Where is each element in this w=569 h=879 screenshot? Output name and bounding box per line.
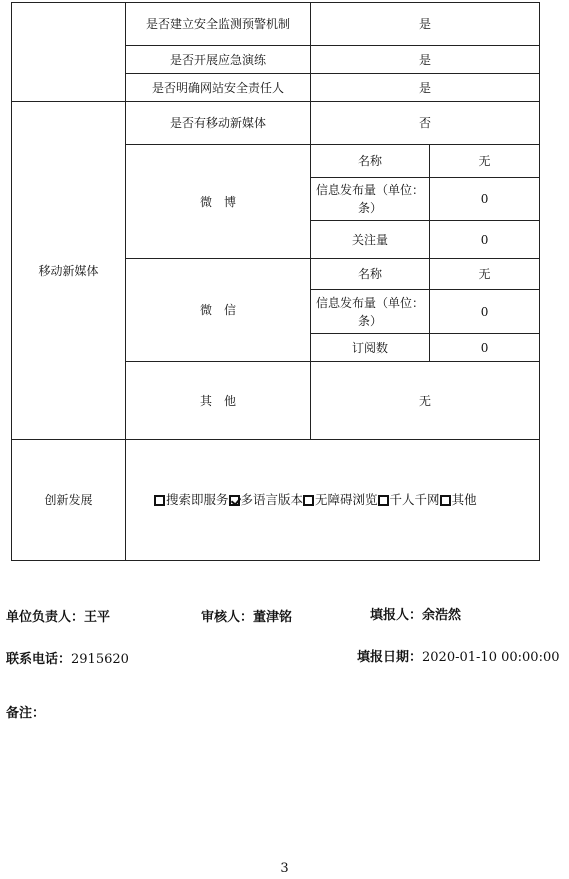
weibo-follow-label: 关注量 [311,221,430,259]
innovation-section-label: 创新发展 [12,440,126,561]
responsible-label: 是否明确网站安全责任人 [126,74,311,102]
unit-head-label: 单位负责人： [6,610,85,625]
date-label: 填报日期： [357,650,423,665]
date-value: 2020-01-10 00:00:00 [422,650,560,665]
table-row [12,440,540,561]
contact-phone [6,648,129,667]
innovation-options-cell [126,440,540,561]
option-label: 千人千网 [389,492,440,507]
checkbox-icon[interactable] [440,495,451,506]
reviewer [201,606,292,625]
wechat-posts-label: 信息发布量（单位：条） [311,290,430,334]
drill-value: 是 [311,46,540,74]
other-label: 其 他 [126,362,311,440]
wechat-sub-label: 订阅数 [311,334,430,362]
has-media-value: 否 [311,102,540,145]
table-row [12,102,540,145]
unit-head [6,606,110,625]
wechat-name-label: 名称 [311,259,430,290]
other-value: 无 [311,362,540,440]
phone-label: 联系电话： [6,652,72,667]
reviewer-label: 审核人： [201,610,254,625]
checkbox-icon[interactable] [303,495,314,506]
responsible-value: 是 [311,74,540,102]
filler-label: 填报人： [370,608,423,623]
table-row [12,3,540,46]
weibo-name-label: 名称 [311,145,430,178]
monitor-label: 是否建立安全监测预警机制 [126,3,311,46]
option-label: 多语言版本 [240,492,304,507]
page-number: 3 [280,861,289,876]
report-table [11,2,540,561]
checkbox-checked-icon[interactable] [229,495,240,506]
filler [370,604,461,623]
wechat-posts-value: 0 [430,290,540,334]
blank-section-cell [12,3,126,102]
weibo-label: 微 博 [126,145,311,259]
media-section-label: 移动新媒体 [12,102,126,440]
checkbox-icon[interactable] [378,495,389,506]
filler-value: 余浩然 [422,608,462,623]
drill-label: 是否开展应急演练 [126,46,311,74]
monitor-value: 是 [311,3,540,46]
wechat-sub-value: 0 [430,334,540,362]
weibo-name-value: 无 [430,145,540,178]
checkbox-icon[interactable] [154,495,165,506]
innovation-options [154,491,477,509]
wechat-label: 微 信 [126,259,311,362]
has-media-label: 是否有移动新媒体 [126,102,311,145]
weibo-posts-value: 0 [430,178,540,221]
fill-date [357,646,560,665]
phone-value: 2915620 [71,652,129,667]
note-label: 备注： [6,706,46,721]
option-label: 其他 [451,492,477,507]
unit-head-value: 王平 [84,610,111,625]
weibo-posts-label: 信息发布量（单位：条） [311,178,430,221]
option-label: 无障碍浏览 [315,492,378,507]
wechat-name-value: 无 [430,259,540,290]
reviewer-value: 董津铭 [253,610,293,625]
option-label: 搜索即服务 [166,492,229,507]
weibo-follow-value: 0 [430,221,540,259]
